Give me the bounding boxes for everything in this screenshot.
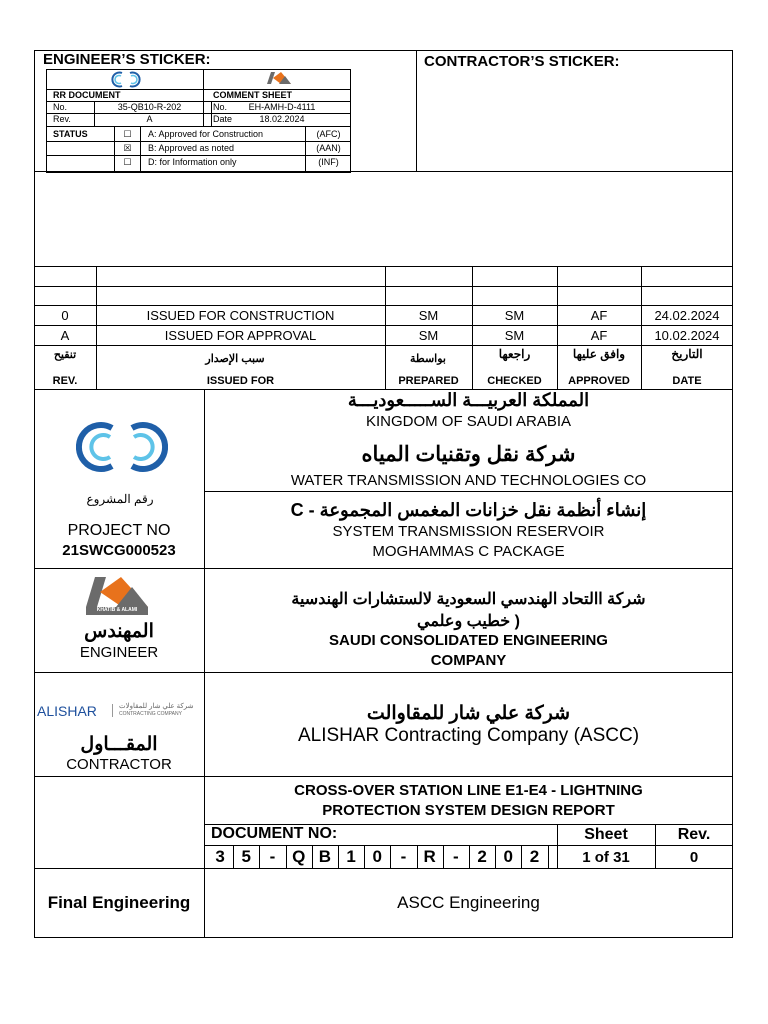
project-no-arabic: رقم المشروع bbox=[86, 492, 154, 506]
project-no-value: 21SWCG000523 bbox=[62, 542, 176, 559]
engineer-name-english-2: COMPANY bbox=[430, 652, 507, 669]
engineer-sticker-label: ENGINEER’S STICKER: bbox=[43, 51, 211, 68]
sticker-divider bbox=[416, 50, 417, 171]
status-a-text: A: Approved for Construction bbox=[148, 129, 264, 139]
document-number-char: 0 bbox=[364, 846, 391, 868]
hdr-date-ar: التاريخ bbox=[671, 347, 703, 361]
contractor-name-english: ALISHAR Contracting Company (ASCC) bbox=[297, 725, 640, 746]
footer-left: Final Engineering bbox=[47, 893, 191, 912]
hdr-rev-ar: تنقيح bbox=[53, 348, 77, 361]
status-a-code: (AFC) bbox=[316, 129, 341, 139]
kingdom-english: KINGDOM OF SAUDI ARABIA bbox=[365, 413, 572, 430]
client-company-arabic: شركة نقل وتقنيات المياه bbox=[361, 443, 576, 466]
contractor-label-english: CONTRACTOR bbox=[66, 756, 172, 773]
alishar-logo bbox=[37, 702, 203, 720]
engineer-name-arabic-2: ( خطيب وعلمي bbox=[417, 613, 520, 630]
document-number-char: B bbox=[312, 846, 339, 868]
rev-label: Rev. bbox=[677, 825, 711, 843]
status-b-code: (AAN) bbox=[316, 143, 341, 153]
rev-row-1-date: 10.02.2024 bbox=[654, 327, 720, 343]
hdr-issued-en: ISSUED FOR bbox=[206, 374, 275, 387]
cs-no-value: EH-AMH-D-4111 bbox=[248, 102, 316, 112]
document-number-char: 3 bbox=[207, 846, 234, 868]
rr-no-value: 35-QB10-R-202 bbox=[117, 102, 182, 112]
status-a-box[interactable]: ☐ bbox=[123, 129, 132, 139]
rr-document-label: RR DOCUMENT bbox=[53, 90, 121, 100]
document-number-char: - bbox=[443, 846, 470, 868]
alishar-logo-sub: CONTRACTING COMPANY bbox=[119, 711, 182, 717]
status-b-box[interactable]: ☒ bbox=[123, 143, 132, 153]
project-title-arabic: إنشاء أنظمة نقل خزانات المغمس المجموعة - C bbox=[290, 500, 647, 520]
hdr-prepared-ar: بواسطة bbox=[410, 353, 446, 365]
rev-row-0-checked: SM bbox=[504, 307, 525, 323]
document-number-char: - bbox=[390, 846, 417, 868]
hdr-checked-en: CHECKED bbox=[487, 374, 542, 387]
cs-no-label: No. bbox=[213, 102, 228, 112]
document-number-char: - bbox=[259, 846, 286, 868]
status-b-text: B: Approved as noted bbox=[148, 143, 235, 153]
rev-row-0-rev: 0 bbox=[61, 307, 69, 323]
kingdom-arabic: المملكة العربيـــة الســـــعوديـــة bbox=[347, 390, 590, 410]
contractor-name-arabic: شركة علي شار للمقاوالت bbox=[366, 703, 571, 724]
status-d-box[interactable]: ☐ bbox=[123, 157, 132, 167]
document-number-char: 1 bbox=[338, 846, 365, 868]
rr-rev-value: A bbox=[146, 114, 153, 124]
rev-row-0-approved: AF bbox=[590, 307, 608, 323]
rev-row-0-date: 24.02.2024 bbox=[654, 307, 720, 323]
engineer-label-english: ENGINEER bbox=[79, 644, 159, 661]
sheet-value: 1 of 31 bbox=[582, 848, 630, 866]
hdr-checked-ar: راجعها bbox=[498, 347, 531, 361]
document-title-1: CROSS-OVER STATION LINE E1-E4 - LIGHTNING bbox=[294, 782, 643, 799]
project-title-english-1: SYSTEM TRANSMISSION RESERVOIR bbox=[332, 523, 605, 540]
project-title-english-2: MOGHAMMAS C PACKAGE bbox=[372, 543, 565, 560]
hdr-rev-en: REV. bbox=[52, 374, 78, 387]
khatib-alami-caption: KHATIB & ALAMI bbox=[96, 607, 138, 613]
rr-rev-label: Rev. bbox=[53, 114, 71, 124]
hdr-prepared-en: PREPARED bbox=[398, 374, 459, 387]
engineer-label-arabic: المهندس bbox=[84, 621, 154, 642]
contractor-sticker-label: CONTRACTOR’S STICKER: bbox=[424, 53, 620, 70]
engineer-name-arabic-1: شركة االتحاد الهندسي السعودية لالستشارات الهندسية bbox=[291, 591, 646, 608]
rr-no-label: No. bbox=[53, 102, 68, 112]
wtco-logo bbox=[76, 420, 168, 474]
footer-right: ASCC Engineering bbox=[397, 893, 540, 912]
hdr-date-en: DATE bbox=[672, 374, 702, 387]
hdr-approved-ar: وافق عليها bbox=[572, 347, 626, 361]
status-d-code: (INF) bbox=[318, 157, 339, 167]
rev-row-1-issued-for: ISSUED FOR APPROVAL bbox=[164, 327, 317, 343]
document-number-char: 0 bbox=[495, 846, 522, 868]
ka-logo-small bbox=[267, 72, 291, 84]
status-d-text: D: for Information only bbox=[148, 157, 237, 167]
cs-date-label: Date bbox=[213, 114, 233, 124]
status-label: STATUS bbox=[53, 129, 88, 139]
document-title-2: PROTECTION SYSTEM DESIGN REPORT bbox=[322, 802, 615, 819]
document-number-char: 2 bbox=[469, 846, 496, 868]
comment-sheet-label: COMMENT SHEET bbox=[213, 90, 293, 100]
wtco-logo-small bbox=[110, 71, 144, 88]
client-company-english: WATER TRANSMISSION AND TECHNOLOGIES CO bbox=[290, 472, 647, 489]
document-number-char: 2 bbox=[521, 846, 548, 868]
rev-row-0-prepared: SM bbox=[418, 307, 439, 323]
contractor-label-arabic: المقـــاول bbox=[80, 734, 158, 755]
document-number-char: 5 bbox=[233, 846, 260, 868]
rev-row-1-approved: AF bbox=[590, 327, 608, 343]
rev-row-1-checked: SM bbox=[504, 327, 525, 343]
sheet-label: Sheet bbox=[584, 825, 628, 843]
rev-row-0-issued-for: ISSUED FOR CONSTRUCTION bbox=[146, 307, 335, 323]
hdr-issued-ar: سبب الإصدار bbox=[205, 353, 265, 365]
cs-date-value: 18.02.2024 bbox=[259, 114, 305, 124]
engineer-name-english-1: SAUDI CONSOLIDATED ENGINEERING bbox=[329, 632, 608, 649]
document-number-char: Q bbox=[286, 846, 313, 868]
alishar-logo-divider bbox=[112, 704, 113, 717]
rev-row-1-rev: A bbox=[60, 327, 70, 343]
document-no-label: DOCUMENT NO: bbox=[211, 825, 338, 842]
hdr-approved-en: APPROVED bbox=[568, 374, 630, 387]
project-no-label: PROJECT NO bbox=[67, 522, 171, 539]
rev-value: 0 bbox=[689, 848, 699, 866]
alishar-logo-text: ALISHAR bbox=[37, 703, 97, 719]
document-number-char: R bbox=[417, 846, 444, 868]
alishar-logo-arabic: شركة علي شار للمقاولات bbox=[119, 703, 194, 710]
rev-row-1-prepared: SM bbox=[418, 327, 439, 343]
